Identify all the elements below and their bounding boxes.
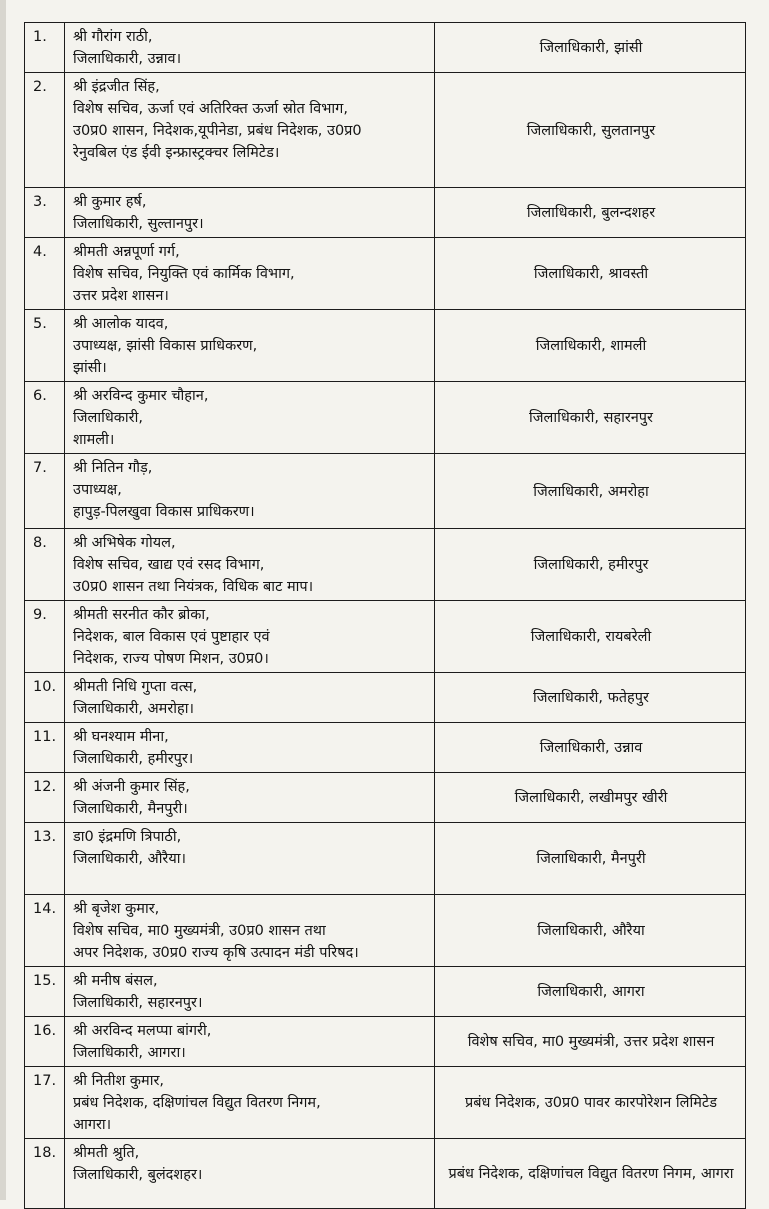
officer-name: श्री गौरांग राठी, bbox=[73, 29, 153, 45]
serial-number: 1. bbox=[25, 23, 65, 73]
current-post-line: प्रबंध निदेशक, दक्षिणांचल विद्युत वितरण निगम, bbox=[73, 1095, 321, 1111]
current-post-line: जिलाधिकारी, अमरोहा। bbox=[73, 701, 194, 717]
new-posting-cell bbox=[435, 673, 746, 723]
serial-number: 8. bbox=[25, 529, 65, 601]
new-posting: जिलाधिकारी, रायबरेली bbox=[530, 629, 652, 645]
officer-cell bbox=[65, 73, 435, 188]
current-post-line: जिलाधिकारी, बुलंदशहर। bbox=[73, 1167, 203, 1183]
table-row bbox=[25, 823, 746, 895]
officer-cell bbox=[65, 895, 435, 967]
officer-cell bbox=[65, 310, 435, 382]
officer-name: श्रीमती श्रुति, bbox=[73, 1145, 140, 1161]
serial-number: 12. bbox=[25, 773, 65, 823]
new-posting: जिलाधिकारी, लखीमपुर खीरी bbox=[514, 790, 668, 806]
new-posting-cell bbox=[435, 382, 746, 454]
officer-cell bbox=[65, 723, 435, 773]
new-posting: जिलाधिकारी, सुलतानपुर bbox=[526, 122, 656, 139]
current-post-line: जिलाधिकारी, सुल्तानपुर। bbox=[73, 216, 204, 232]
current-post-line: हापुड़-पिलखुवा विकास प्राधिकरण। bbox=[73, 504, 255, 520]
current-post-line: उत्तर प्रदेश शासन। bbox=[73, 288, 169, 304]
current-post-line: जिलाधिकारी, औरैया। bbox=[73, 851, 186, 867]
new-posting-cell bbox=[435, 1139, 746, 1209]
table-row bbox=[25, 1017, 746, 1067]
table-row bbox=[25, 673, 746, 723]
officer-name: श्रीमती सरनीत कौर ब्रोका, bbox=[73, 607, 210, 623]
officer-name: श्री बृजेश कुमार, bbox=[73, 901, 160, 917]
serial-number: 3. bbox=[25, 188, 65, 238]
new-posting-cell bbox=[435, 73, 746, 188]
table-row bbox=[25, 773, 746, 823]
new-posting: जिलाधिकारी, हमीरपुर bbox=[533, 557, 649, 573]
table-row bbox=[25, 310, 746, 382]
officer-name: श्री मनीष बंसल, bbox=[73, 973, 158, 989]
current-post-line: आगरा। bbox=[73, 1117, 112, 1133]
table-row bbox=[25, 188, 746, 238]
current-post-line: अपर निदेशक, उ0प्र0 राज्य कृषि उत्पादन मंडी परिषद। bbox=[73, 945, 359, 961]
officer-cell bbox=[65, 1017, 435, 1067]
new-posting-cell bbox=[435, 823, 746, 895]
officer-name: श्री आलोक यादव, bbox=[73, 316, 169, 332]
new-posting: जिलाधिकारी, मैनपुरी bbox=[536, 851, 646, 867]
new-posting: जिलाधिकारी, श्रावस्ती bbox=[533, 266, 649, 282]
table-row bbox=[25, 529, 746, 601]
current-post-line: जिलाधिकारी, हमीरपुर। bbox=[73, 751, 194, 767]
table-row bbox=[25, 723, 746, 773]
officer-name: श्रीमती अन्नपूर्णा गर्ग, bbox=[73, 244, 180, 260]
serial-number: 4. bbox=[25, 238, 65, 310]
serial-number: 6. bbox=[25, 382, 65, 454]
new-posting-cell bbox=[435, 529, 746, 601]
officer-name: श्री अरविन्द कुमार चौहान, bbox=[73, 388, 209, 404]
new-posting: जिलाधिकारी, औरैया bbox=[537, 923, 645, 939]
officer-name: श्री कुमार हर्ष, bbox=[73, 194, 147, 210]
new-posting-cell bbox=[435, 188, 746, 238]
current-post-line: जिलाधिकारी, bbox=[73, 410, 143, 426]
new-posting-cell bbox=[435, 601, 746, 673]
officer-cell bbox=[65, 601, 435, 673]
table-row bbox=[25, 454, 746, 529]
officer-cell bbox=[65, 188, 435, 238]
transfer-table-body bbox=[25, 23, 746, 1209]
serial-number: 10. bbox=[25, 673, 65, 723]
current-post-line: विशेष सचिव, खाद्य एवं रसद विभाग, bbox=[73, 557, 265, 573]
officer-cell bbox=[65, 773, 435, 823]
officer-name: श्री अरविन्द मलप्पा बांगरी, bbox=[73, 1023, 212, 1039]
new-posting: जिलाधिकारी, सहारनपुर bbox=[529, 410, 653, 426]
officer-cell bbox=[65, 967, 435, 1017]
current-post-line: जिलाधिकारी, उन्नाव। bbox=[73, 51, 182, 67]
current-post-line: झांसी। bbox=[73, 360, 107, 376]
new-posting: जिलाधिकारी, बुलन्दशहर bbox=[526, 205, 656, 221]
officer-cell bbox=[65, 238, 435, 310]
new-posting-cell bbox=[435, 967, 746, 1017]
officer-name: श्री अंजनी कुमार सिंह, bbox=[73, 779, 190, 795]
serial-number: 2. bbox=[25, 73, 65, 188]
current-post-line: जिलाधिकारी, सहारनपुर। bbox=[73, 995, 203, 1011]
current-post-line: जिलाधिकारी, मैनपुरी। bbox=[73, 801, 188, 817]
new-posting: जिलाधिकारी, आगरा bbox=[537, 984, 645, 1000]
new-posting: जिलाधिकारी, अमरोहा bbox=[533, 483, 649, 500]
current-post-line: विशेष सचिव, ऊर्जा एवं अतिरिक्त ऊर्जा स्रोत विभाग, bbox=[73, 101, 348, 117]
officer-cell bbox=[65, 1067, 435, 1139]
serial-number: 14. bbox=[25, 895, 65, 967]
transfer-table bbox=[24, 22, 746, 1209]
officer-name: श्री घनश्याम मीना, bbox=[73, 729, 169, 745]
table-row bbox=[25, 238, 746, 310]
new-posting-cell bbox=[435, 1067, 746, 1139]
current-post-line: उपाध्यक्ष, झांसी विकास प्राधिकरण, bbox=[73, 338, 258, 354]
current-post-line: जिलाधिकारी, आगरा। bbox=[73, 1045, 186, 1061]
officer-cell bbox=[65, 23, 435, 73]
new-posting-cell bbox=[435, 895, 746, 967]
officer-cell bbox=[65, 382, 435, 454]
table-row bbox=[25, 1067, 746, 1139]
new-posting-cell bbox=[435, 773, 746, 823]
new-posting-cell bbox=[435, 238, 746, 310]
new-posting: प्रबंध निदेशक, उ0प्र0 पावर कारपोरेशन लिमिटेड bbox=[465, 1095, 717, 1111]
officer-name: श्री नितिन गौड़, bbox=[73, 460, 153, 476]
serial-number: 15. bbox=[25, 967, 65, 1017]
table-row bbox=[25, 601, 746, 673]
new-posting: जिलाधिकारी, झांसी bbox=[539, 40, 643, 56]
serial-number: 5. bbox=[25, 310, 65, 382]
officer-name: श्री नितीश कुमार, bbox=[73, 1073, 165, 1089]
new-posting: जिलाधिकारी, शामली bbox=[535, 338, 647, 354]
new-posting: प्रबंध निदेशक, दक्षिणांचल विद्युत वितरण निगम, आगरा bbox=[448, 1166, 734, 1182]
officer-name: श्री अभिषेक गोयल, bbox=[73, 535, 176, 551]
serial-number: 13. bbox=[25, 823, 65, 895]
serial-number: 18. bbox=[25, 1139, 65, 1209]
table-row bbox=[25, 967, 746, 1017]
current-post-line: रेनुवबिल एंड ईवी इन्फ्रास्ट्रक्चर लिमिटेड। bbox=[73, 145, 280, 161]
officer-name: श्री इंद्रजीत सिंह, bbox=[73, 79, 160, 95]
current-post-line: निदेशक, राज्य पोषण मिशन, उ0प्र0। bbox=[73, 651, 269, 667]
officer-name: श्रीमती निधि गुप्ता वत्स, bbox=[73, 679, 198, 695]
serial-number: 11. bbox=[25, 723, 65, 773]
table-row bbox=[25, 895, 746, 967]
officer-cell bbox=[65, 454, 435, 529]
officer-cell bbox=[65, 673, 435, 723]
table-row bbox=[25, 1139, 746, 1209]
table-row bbox=[25, 73, 746, 188]
serial-number: 16. bbox=[25, 1017, 65, 1067]
table-row bbox=[25, 382, 746, 454]
serial-number: 9. bbox=[25, 601, 65, 673]
new-posting: विशेष सचिव, मा0 मुख्यमंत्री, उत्तर प्रदेश शासन bbox=[467, 1034, 715, 1050]
officer-cell bbox=[65, 1139, 435, 1209]
officer-cell bbox=[65, 529, 435, 601]
new-posting: जिलाधिकारी, फतेहपुर bbox=[533, 690, 649, 706]
new-posting-cell bbox=[435, 23, 746, 73]
serial-number: 7. bbox=[25, 454, 65, 529]
new-posting: जिलाधिकारी, उन्नाव bbox=[539, 740, 643, 756]
new-posting-cell bbox=[435, 723, 746, 773]
current-post-line: उ0प्र0 शासन, निदेशक,यूपीनेडा, प्रबंध निदेशक, उ0प्र0 bbox=[73, 123, 362, 139]
current-post-line: निदेशक, बाल विकास एवं पुष्टाहार एवं bbox=[73, 629, 270, 645]
table-row bbox=[25, 23, 746, 73]
current-post-line: विशेष सचिव, मा0 मुख्यमंत्री, उ0प्र0 शासन तथा bbox=[73, 923, 326, 939]
current-post-line: उपाध्यक्ष, bbox=[73, 482, 122, 498]
serial-number: 17. bbox=[25, 1067, 65, 1139]
current-post-line: विशेष सचिव, नियुक्ति एवं कार्मिक विभाग, bbox=[73, 266, 295, 282]
new-posting-cell bbox=[435, 1017, 746, 1067]
current-post-line: शामली। bbox=[73, 432, 115, 448]
new-posting-cell bbox=[435, 310, 746, 382]
new-posting-cell bbox=[435, 454, 746, 529]
officer-name: डा0 इंद्रमणि त्रिपाठी, bbox=[73, 829, 182, 845]
officer-cell bbox=[65, 823, 435, 895]
page-edge bbox=[0, 0, 6, 1200]
current-post-line: उ0प्र0 शासन तथा नियंत्रक, विधिक बाट माप। bbox=[73, 579, 314, 595]
